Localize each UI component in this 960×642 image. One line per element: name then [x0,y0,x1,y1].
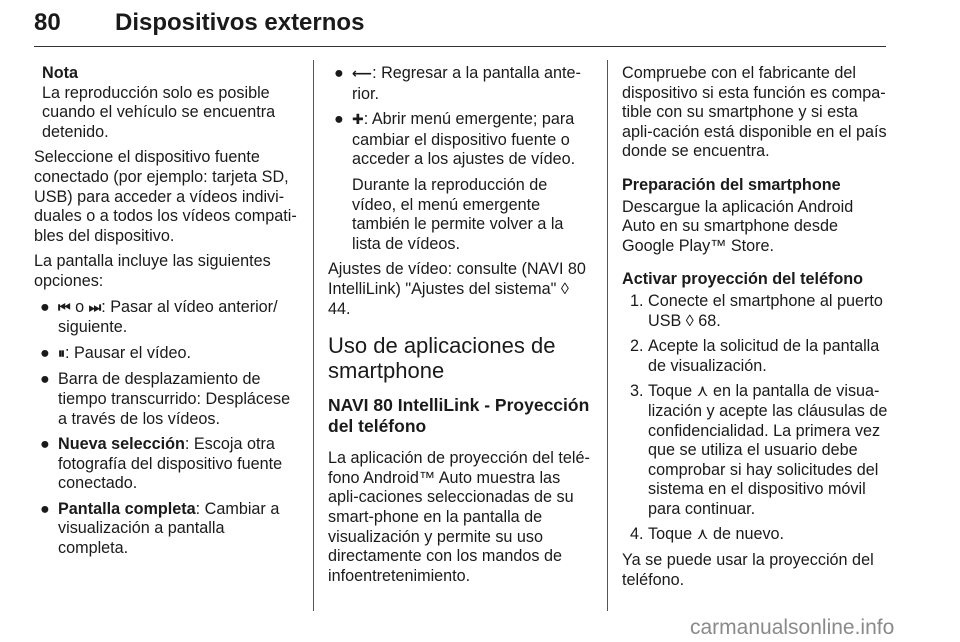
item-text: : Regresar a la pantalla ante-rior. [352,64,581,103]
bullet: ● [40,370,50,389]
bullet: ● [40,343,50,362]
plus-icon: ✚ [352,112,364,129]
bullet: ● [40,297,50,316]
step-item [622,292,890,331]
list-item [34,298,298,338]
subheading: Preparación del smartphone [622,175,841,194]
item-text: : Pausar el vídeo. [65,343,191,362]
item-label: Pantalla completa [58,499,196,518]
note-label: Nota [42,64,78,82]
subsection-heading: NAVI 80 IntelliLink - Proyección del teléfono [328,395,590,437]
list-item [34,344,298,365]
connector-text: o [70,297,89,316]
column-1 [34,64,298,565]
bullet: ● [40,435,50,454]
paragraph: Compruebe con el fabricante del dispositivo si esta función es compa-tible con su smartphone y si esta apli-cación está disponible en el país donde se encuentra. [622,64,887,161]
item-label: Nueva selección [58,435,185,454]
item-text: : Cambiar a visualización a pantalla completa. [58,499,280,558]
step-number: 2. [630,337,644,356]
note-text: La reproducción solo es posible cuando el vehículo se encuentra detenido. [42,83,276,141]
item-text: : Pasar al vídeo anterior/ siguiente. [58,297,278,337]
back-arrow-icon: ⟵ [352,66,373,82]
step-item [622,337,890,376]
pause-icon: ⏸ [58,345,65,362]
list-item [328,64,592,104]
step-number: 4. [630,525,644,544]
page-header [0,0,960,50]
paragraph: Descargue la aplicación Android Auto en su smartphone desde Google Play™ Store. [622,197,854,255]
step-number: 1. [630,291,644,310]
bullet: ● [40,499,50,518]
step-text: Toque ⋏ en la pantalla de visua-lización y acepte las cláusulas de confidencialidad. La primera vez que se utiliza el usuario debe comprobar si hay solicitudes del sistema en el dispositivo móvil para continuar. [648,382,888,518]
page-title: Dispositivos externos [115,9,365,36]
page-number: 80 [34,9,61,36]
step-text: Toque ⋏ de nuevo. [648,525,785,544]
paragraph: Ajustes de vídeo: consulte (NAVI 80 IntelliLink) "Ajustes del sistema" ◊ 44. [328,260,586,318]
list-item [34,435,298,494]
list-item [34,370,298,429]
header-divider [34,46,886,47]
item-text: : Escoja otra fotografía del dispositivo fuente conectado. [58,435,283,493]
note-box [42,64,298,142]
skip-next-icon: ⏭ [88,299,102,316]
skip-previous-icon: ⏮ [58,299,71,316]
paragraph: Seleccione el dispositivo fuente conectado (por ejemplo: tarjeta SD, USB) para acceder a vídeos indivi-duales o a todos los vídeos compati-bles del dispositivo. [34,148,297,245]
bullet: ● [334,64,344,82]
paragraph: La pantalla incluye las siguientes opciones: [34,252,271,290]
paragraph: La aplicación de proyección del telé-fono Android™ Auto muestra las apli-caciones seleccionadas de su smart-phone en la pantalla de visualización y permite su uso directamente con los mandos de infoentretenimiento. [328,449,590,585]
column-3 [622,64,890,596]
step-item [622,525,890,545]
item-text: : Abrir menú emergente; para cambiar el dispositivo fuente o acceder a los ajustes de vídeo. [352,110,576,169]
step-item [622,382,890,519]
column-divider [607,60,608,611]
list-item [34,500,298,559]
step-number: 3. [630,382,644,401]
section-heading: Uso de aplicaciones de smartphone [328,333,556,384]
column-2 [328,64,592,592]
bullet: ● [334,110,344,129]
item-subtext: Durante la reproducción de vídeo, el menú emergente también le permite volver a la lista de vídeos. [352,175,564,253]
subheading: Activar proyección del teléfono [622,270,864,289]
list-item [328,110,592,254]
item-text: Barra de desplazamiento de tiempo transcurrido: Desplácese a través de los vídeos. [58,370,291,428]
paragraph: Ya se puede usar la proyección del teléfono. [622,551,874,589]
column-divider [313,60,314,611]
watermark: carmanualsonline.info [690,616,895,639]
step-text: Acepte la solicitud de la pantalla de visualización. [648,337,880,375]
step-text: Conecte el smartphone al puerto USB ◊ 68. [648,291,883,330]
